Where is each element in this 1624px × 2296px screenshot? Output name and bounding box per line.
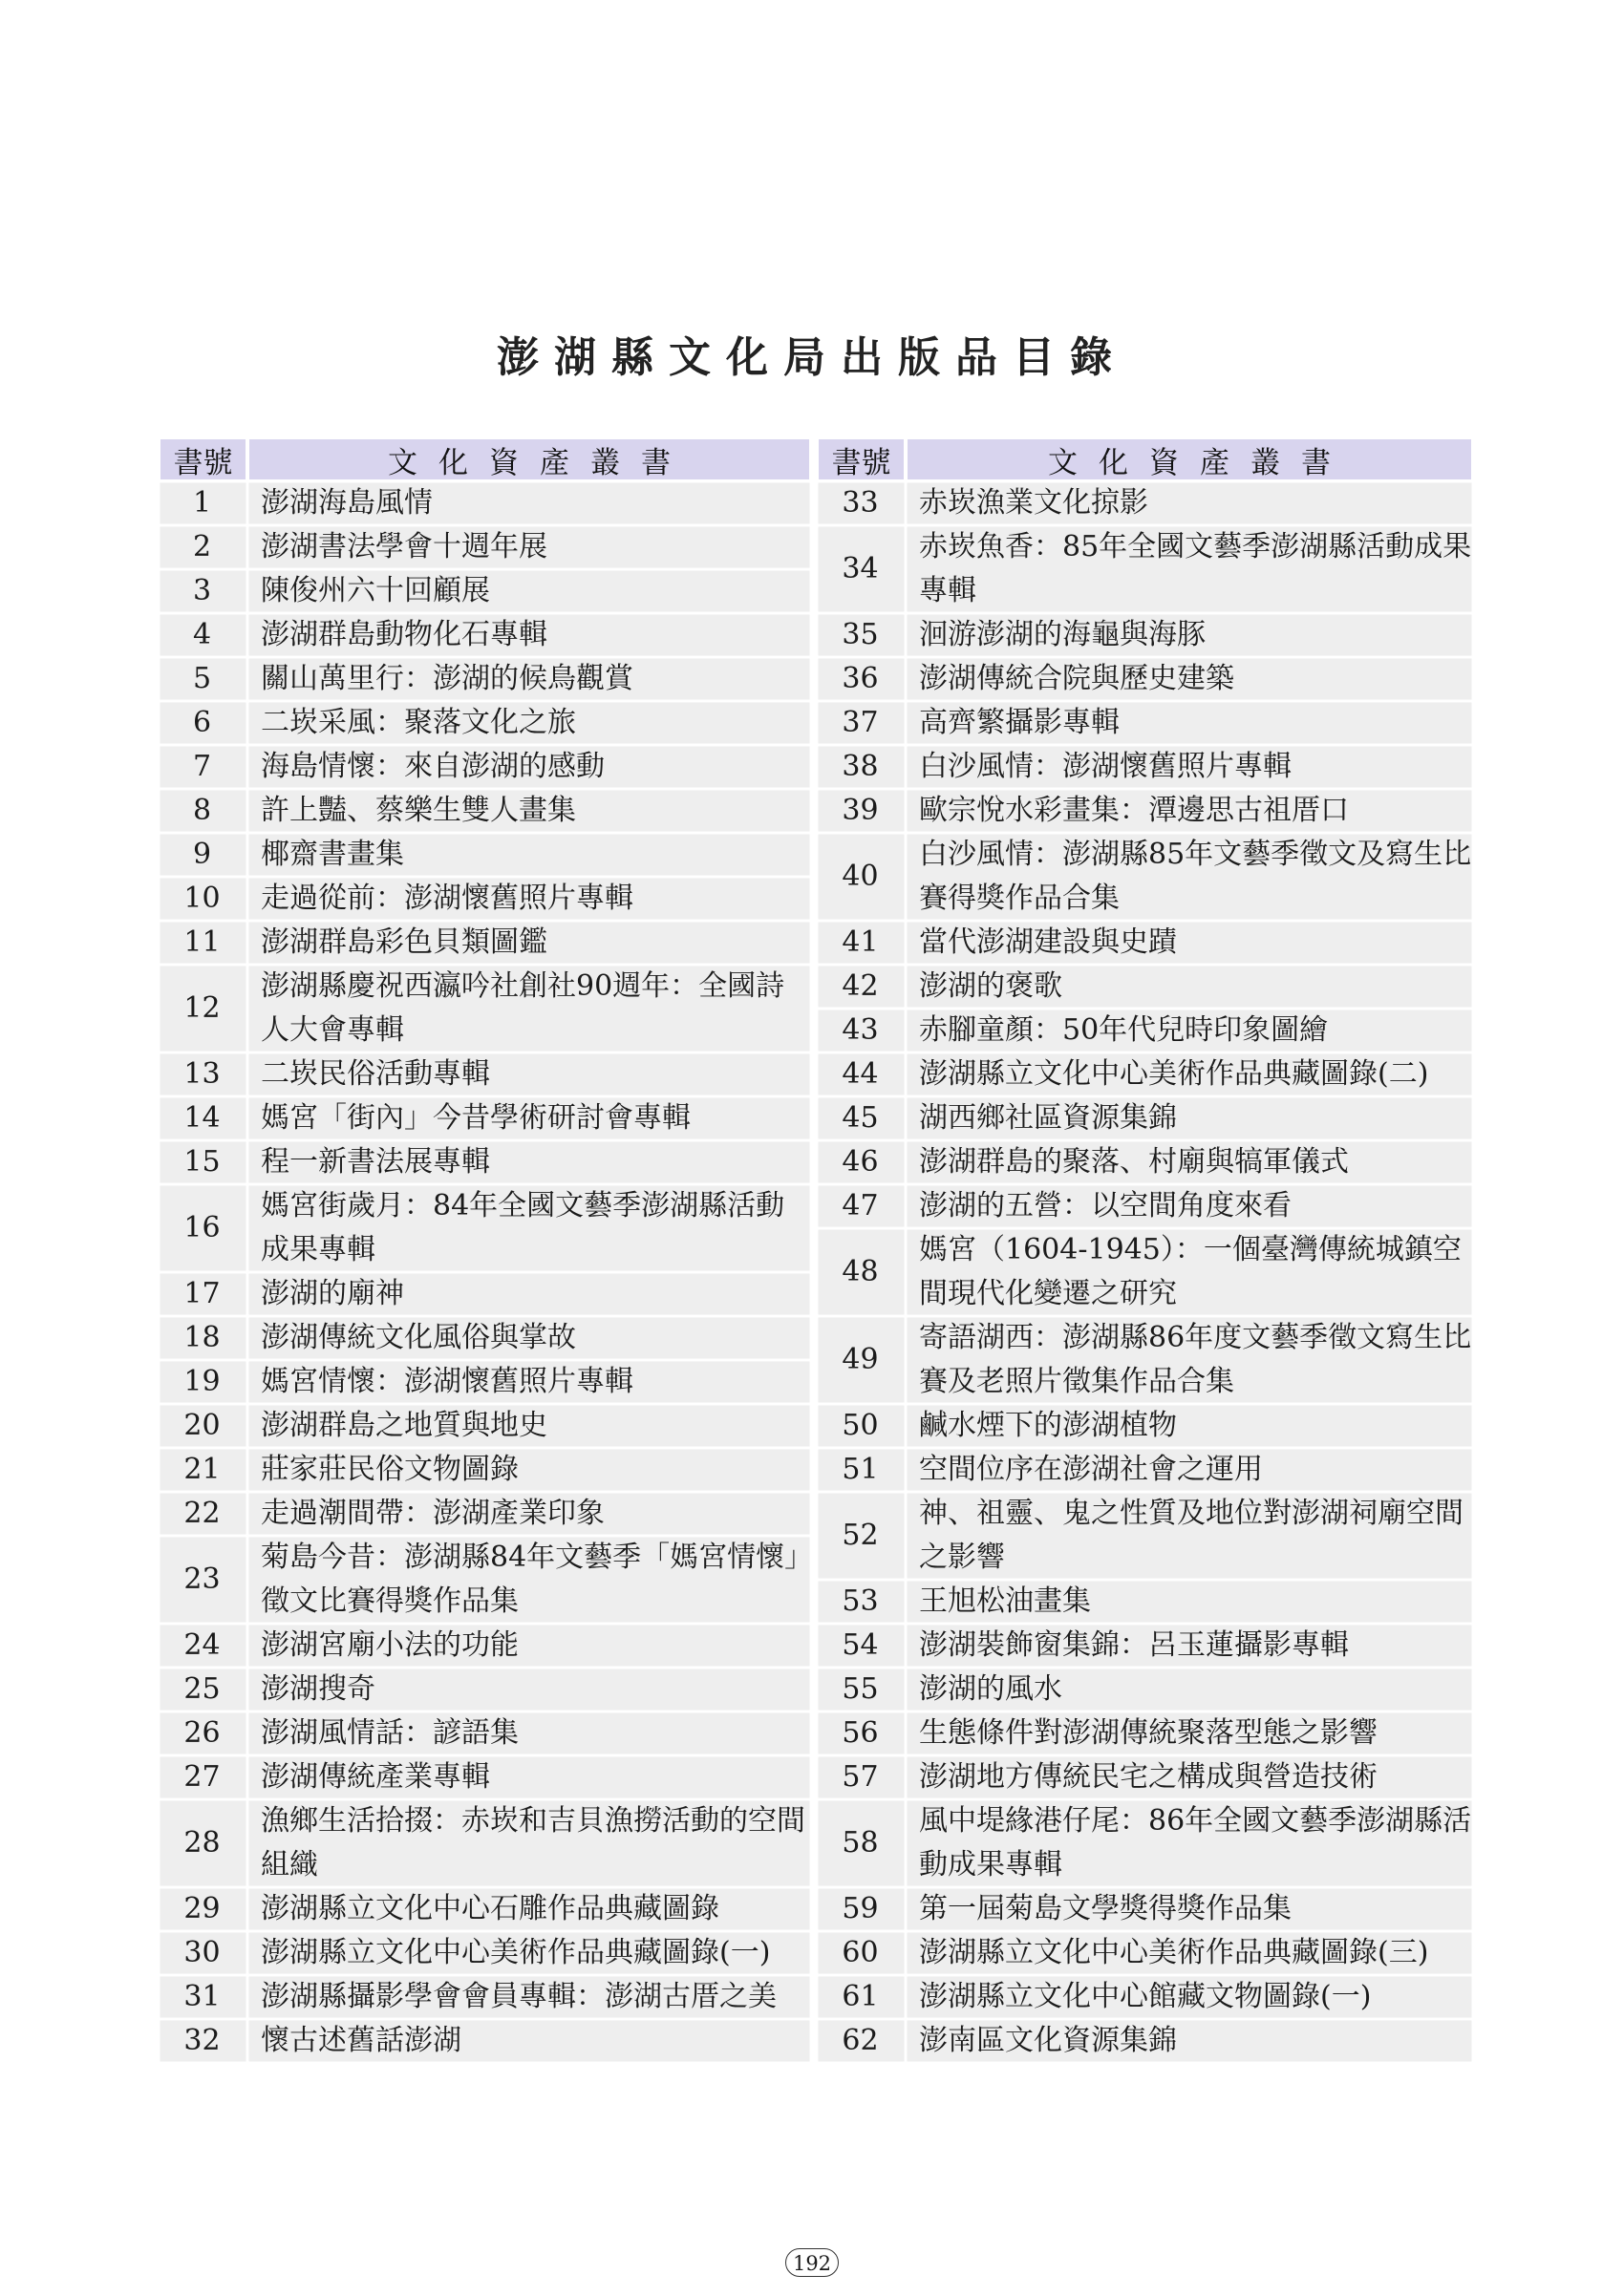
book-number: 35 bbox=[817, 613, 906, 657]
book-title: 走過潮間帶：澎湖產業印象 bbox=[247, 1492, 811, 1536]
book-title: 澎湖傳統文化風俗與掌故 bbox=[247, 1316, 811, 1360]
header-series-title: 文化資產叢書 bbox=[906, 437, 1473, 481]
book-number: 29 bbox=[159, 1887, 247, 1931]
book-number: 43 bbox=[817, 1009, 906, 1052]
book-number: 14 bbox=[159, 1096, 247, 1140]
table-row bbox=[159, 701, 811, 745]
book-title: 澎湖傳統產業專輯 bbox=[247, 1755, 811, 1799]
book-title: 澎湖縣攝影學會會員專輯：澎湖古厝之美 bbox=[247, 1975, 811, 2019]
table-row bbox=[159, 2019, 811, 2063]
table-row bbox=[817, 1404, 1473, 1448]
table-row bbox=[159, 1272, 811, 1316]
table-row bbox=[159, 965, 811, 1052]
book-number: 9 bbox=[159, 833, 247, 877]
book-title: 澎湖縣慶祝西瀛吟社創社90週年：全國詩人大會專輯 bbox=[247, 965, 811, 1052]
table-row bbox=[817, 1448, 1473, 1492]
book-number: 42 bbox=[817, 965, 906, 1009]
table-row bbox=[159, 657, 811, 701]
catalog-table-left bbox=[159, 437, 811, 2063]
table-row bbox=[159, 1711, 811, 1755]
book-number: 27 bbox=[159, 1755, 247, 1799]
book-title: 澎湖書法學會十週年展 bbox=[247, 525, 811, 569]
book-number: 13 bbox=[159, 1052, 247, 1096]
table-row bbox=[817, 833, 1473, 921]
book-number: 49 bbox=[817, 1316, 906, 1404]
table-row bbox=[817, 1668, 1473, 1711]
book-number: 19 bbox=[159, 1360, 247, 1404]
book-number: 62 bbox=[817, 2019, 906, 2063]
table-row bbox=[817, 2019, 1473, 2063]
book-number: 37 bbox=[817, 701, 906, 745]
book-title: 澎湖縣立文化中心美術作品典藏圖錄(一) bbox=[247, 1931, 811, 1975]
book-title: 澎湖宮廟小法的功能 bbox=[247, 1624, 811, 1668]
book-title: 澎湖海島風情 bbox=[247, 481, 811, 525]
book-number: 3 bbox=[159, 569, 247, 613]
book-number: 2 bbox=[159, 525, 247, 569]
table-row bbox=[817, 1316, 1473, 1404]
book-number: 55 bbox=[817, 1668, 906, 1711]
book-title: 白沙風情：澎湖懷舊照片專輯 bbox=[906, 745, 1473, 789]
book-number: 11 bbox=[159, 921, 247, 965]
table-row bbox=[159, 613, 811, 657]
book-number: 44 bbox=[817, 1052, 906, 1096]
table-row bbox=[159, 569, 811, 613]
book-number: 60 bbox=[817, 1931, 906, 1975]
book-title: 赤崁魚香：85年全國文藝季澎湖縣活動成果專輯 bbox=[906, 525, 1473, 613]
book-title: 陳俊州六十回顧展 bbox=[247, 569, 811, 613]
book-number: 48 bbox=[817, 1228, 906, 1316]
book-number: 41 bbox=[817, 921, 906, 965]
book-title: 澎湖搜奇 bbox=[247, 1668, 811, 1711]
book-number: 45 bbox=[817, 1096, 906, 1140]
table-row bbox=[817, 789, 1473, 833]
book-number: 15 bbox=[159, 1140, 247, 1184]
table-row bbox=[159, 1316, 811, 1360]
book-number: 59 bbox=[817, 1887, 906, 1931]
table-row bbox=[817, 1580, 1473, 1624]
book-title: 莊家莊民俗文物圖錄 bbox=[247, 1448, 811, 1492]
book-number: 5 bbox=[159, 657, 247, 701]
book-title: 程一新書法展專輯 bbox=[247, 1140, 811, 1184]
table-row bbox=[159, 833, 811, 877]
table-row bbox=[817, 701, 1473, 745]
book-title: 神、祖靈、鬼之性質及地位對澎湖祠廟空間之影響 bbox=[906, 1492, 1473, 1580]
book-title: 媽宮街歲月：84年全國文藝季澎湖縣活動成果專輯 bbox=[247, 1184, 811, 1272]
book-title: 媽宮「街內」今昔學術研討會專輯 bbox=[247, 1096, 811, 1140]
page-number: 192 bbox=[785, 2248, 839, 2277]
table-row bbox=[817, 1140, 1473, 1184]
book-number: 38 bbox=[817, 745, 906, 789]
table-row bbox=[159, 1448, 811, 1492]
book-title: 當代澎湖建設與史蹟 bbox=[906, 921, 1473, 965]
book-number: 28 bbox=[159, 1799, 247, 1887]
book-title: 媽宮情懷：澎湖懷舊照片專輯 bbox=[247, 1360, 811, 1404]
book-number: 58 bbox=[817, 1799, 906, 1887]
book-number: 40 bbox=[817, 833, 906, 921]
table-row bbox=[817, 1931, 1473, 1975]
book-number: 53 bbox=[817, 1580, 906, 1624]
book-title: 走過從前：澎湖懷舊照片專輯 bbox=[247, 877, 811, 921]
table-row bbox=[159, 877, 811, 921]
book-title: 澎湖的褒歌 bbox=[906, 965, 1473, 1009]
table-row bbox=[159, 1404, 811, 1448]
table-row bbox=[817, 1755, 1473, 1799]
book-number: 46 bbox=[817, 1140, 906, 1184]
table-row bbox=[159, 1536, 811, 1624]
book-title: 海島情懷：來自澎湖的感動 bbox=[247, 745, 811, 789]
book-title: 寄語湖西：澎湖縣86年度文藝季徵文寫生比賽及老照片徵集作品合集 bbox=[906, 1316, 1473, 1404]
book-title: 歐宗悅水彩畫集：潭邊思古祖厝口 bbox=[906, 789, 1473, 833]
book-number: 25 bbox=[159, 1668, 247, 1711]
book-number: 52 bbox=[817, 1492, 906, 1580]
table-row bbox=[159, 745, 811, 789]
book-title: 風中堤緣港仔尾：86年全國文藝季澎湖縣活動成果專輯 bbox=[906, 1799, 1473, 1887]
book-number: 61 bbox=[817, 1975, 906, 2019]
table-header-row bbox=[817, 437, 1473, 481]
table-row bbox=[159, 481, 811, 525]
book-title: 高齊繁攝影專輯 bbox=[906, 701, 1473, 745]
page-title: 澎湖縣文化局出版品目錄 bbox=[497, 333, 1127, 382]
book-title: 空間位序在澎湖社會之運用 bbox=[906, 1448, 1473, 1492]
book-number: 50 bbox=[817, 1404, 906, 1448]
book-title: 澎湖的五營：以空間角度來看 bbox=[906, 1184, 1473, 1228]
table-row bbox=[817, 525, 1473, 613]
book-title: 媽宮（1604-1945）：一個臺灣傳統城鎮空間現代化變遷之研究 bbox=[906, 1228, 1473, 1316]
book-number: 8 bbox=[159, 789, 247, 833]
table-row bbox=[817, 657, 1473, 701]
book-number: 6 bbox=[159, 701, 247, 745]
book-title: 澎湖群島的聚落、村廟與犒軍儀式 bbox=[906, 1140, 1473, 1184]
table-row bbox=[817, 1009, 1473, 1052]
table-header-row bbox=[159, 437, 811, 481]
table-row bbox=[817, 1799, 1473, 1887]
table-row bbox=[159, 1360, 811, 1404]
catalog-table-right bbox=[817, 437, 1473, 2063]
book-number: 51 bbox=[817, 1448, 906, 1492]
header-series-title: 文化資產叢書 bbox=[247, 437, 811, 481]
book-title: 漁鄉生活拾掇：赤崁和吉貝漁撈活動的空間組織 bbox=[247, 1799, 811, 1887]
book-title: 澎湖地方傳統民宅之構成與營造技術 bbox=[906, 1755, 1473, 1799]
book-number: 32 bbox=[159, 2019, 247, 2063]
table-row bbox=[817, 1975, 1473, 2019]
book-number: 18 bbox=[159, 1316, 247, 1360]
book-number: 21 bbox=[159, 1448, 247, 1492]
table-row bbox=[159, 1931, 811, 1975]
book-title: 生態條件對澎湖傳統聚落型態之影響 bbox=[906, 1711, 1473, 1755]
table-row bbox=[159, 1975, 811, 2019]
book-number: 33 bbox=[817, 481, 906, 525]
table-row bbox=[159, 921, 811, 965]
table-row bbox=[159, 1096, 811, 1140]
book-number: 1 bbox=[159, 481, 247, 525]
table-row bbox=[817, 965, 1473, 1009]
book-number: 7 bbox=[159, 745, 247, 789]
table-row bbox=[159, 525, 811, 569]
table-row bbox=[817, 1052, 1473, 1096]
book-title: 關山萬里行：澎湖的候鳥觀賞 bbox=[247, 657, 811, 701]
book-number: 20 bbox=[159, 1404, 247, 1448]
book-number: 12 bbox=[159, 965, 247, 1052]
table-row bbox=[159, 789, 811, 833]
book-number: 10 bbox=[159, 877, 247, 921]
table-row bbox=[159, 1184, 811, 1272]
book-number: 23 bbox=[159, 1536, 247, 1624]
book-number: 36 bbox=[817, 657, 906, 701]
table-row bbox=[817, 1228, 1473, 1316]
book-title: 澎湖縣立文化中心館藏文物圖錄(一) bbox=[906, 1975, 1473, 2019]
book-title: 澎湖風情話：諺語集 bbox=[247, 1711, 811, 1755]
book-title: 白沙風情：澎湖縣85年文藝季徵文及寫生比賽得獎作品合集 bbox=[906, 833, 1473, 921]
book-number: 47 bbox=[817, 1184, 906, 1228]
book-title: 懷古述舊話澎湖 bbox=[247, 2019, 811, 2063]
table-row bbox=[159, 1755, 811, 1799]
table-row bbox=[159, 1492, 811, 1536]
book-title: 二崁民俗活動專輯 bbox=[247, 1052, 811, 1096]
table-row bbox=[817, 1492, 1473, 1580]
book-title: 澎湖的廟神 bbox=[247, 1272, 811, 1316]
book-number: 56 bbox=[817, 1711, 906, 1755]
table-row bbox=[817, 1184, 1473, 1228]
book-title: 鹹水煙下的澎湖植物 bbox=[906, 1404, 1473, 1448]
table-row bbox=[159, 1052, 811, 1096]
book-title: 第一屆菊島文學獎得獎作品集 bbox=[906, 1887, 1473, 1931]
book-title: 赤腳童顏：50年代兒時印象圖繪 bbox=[906, 1009, 1473, 1052]
book-title: 澎湖傳統合院與歷史建築 bbox=[906, 657, 1473, 701]
header-book-number: 書號 bbox=[817, 437, 906, 481]
book-number: 54 bbox=[817, 1624, 906, 1668]
table-row bbox=[817, 481, 1473, 525]
book-number: 34 bbox=[817, 525, 906, 613]
book-number: 22 bbox=[159, 1492, 247, 1536]
table-row bbox=[817, 1096, 1473, 1140]
book-title: 澎湖群島之地質與地史 bbox=[247, 1404, 811, 1448]
book-title: 澎南區文化資源集錦 bbox=[906, 2019, 1473, 2063]
book-title: 二崁采風：聚落文化之旅 bbox=[247, 701, 811, 745]
book-title: 王旭松油畫集 bbox=[906, 1580, 1473, 1624]
book-number: 26 bbox=[159, 1711, 247, 1755]
table-row bbox=[817, 921, 1473, 965]
book-number: 39 bbox=[817, 789, 906, 833]
table-row bbox=[817, 1887, 1473, 1931]
book-number: 17 bbox=[159, 1272, 247, 1316]
book-number: 31 bbox=[159, 1975, 247, 2019]
book-title: 澎湖縣立文化中心美術作品典藏圖錄(二) bbox=[906, 1052, 1473, 1096]
book-title: 洄游澎湖的海龜與海豚 bbox=[906, 613, 1473, 657]
book-title: 澎湖縣立文化中心石雕作品典藏圖錄 bbox=[247, 1887, 811, 1931]
book-title: 赤崁漁業文化掠影 bbox=[906, 481, 1473, 525]
table-row bbox=[159, 1668, 811, 1711]
book-title: 湖西鄉社區資源集錦 bbox=[906, 1096, 1473, 1140]
book-title: 菊島今昔：澎湖縣84年文藝季「媽宮情懷」徵文比賽得獎作品集 bbox=[247, 1536, 811, 1624]
table-row bbox=[817, 1624, 1473, 1668]
table-row bbox=[159, 1624, 811, 1668]
table-row bbox=[817, 745, 1473, 789]
table-row bbox=[159, 1799, 811, 1887]
book-number: 16 bbox=[159, 1184, 247, 1272]
book-number: 4 bbox=[159, 613, 247, 657]
book-number: 57 bbox=[817, 1755, 906, 1799]
book-title: 澎湖裝飾窗集錦：呂玉蓮攝影專輯 bbox=[906, 1624, 1473, 1668]
book-title: 澎湖群島彩色貝類圖鑑 bbox=[247, 921, 811, 965]
table-row bbox=[159, 1887, 811, 1931]
table-row bbox=[817, 1711, 1473, 1755]
book-title: 椰齋書畫集 bbox=[247, 833, 811, 877]
book-title: 澎湖群島動物化石專輯 bbox=[247, 613, 811, 657]
book-number: 30 bbox=[159, 1931, 247, 1975]
book-title: 澎湖的風水 bbox=[906, 1668, 1473, 1711]
book-title: 許上豔、蔡樂生雙人畫集 bbox=[247, 789, 811, 833]
book-number: 24 bbox=[159, 1624, 247, 1668]
table-row bbox=[817, 613, 1473, 657]
book-title: 澎湖縣立文化中心美術作品典藏圖錄(三) bbox=[906, 1931, 1473, 1975]
header-book-number: 書號 bbox=[159, 437, 247, 481]
table-row bbox=[159, 1140, 811, 1184]
